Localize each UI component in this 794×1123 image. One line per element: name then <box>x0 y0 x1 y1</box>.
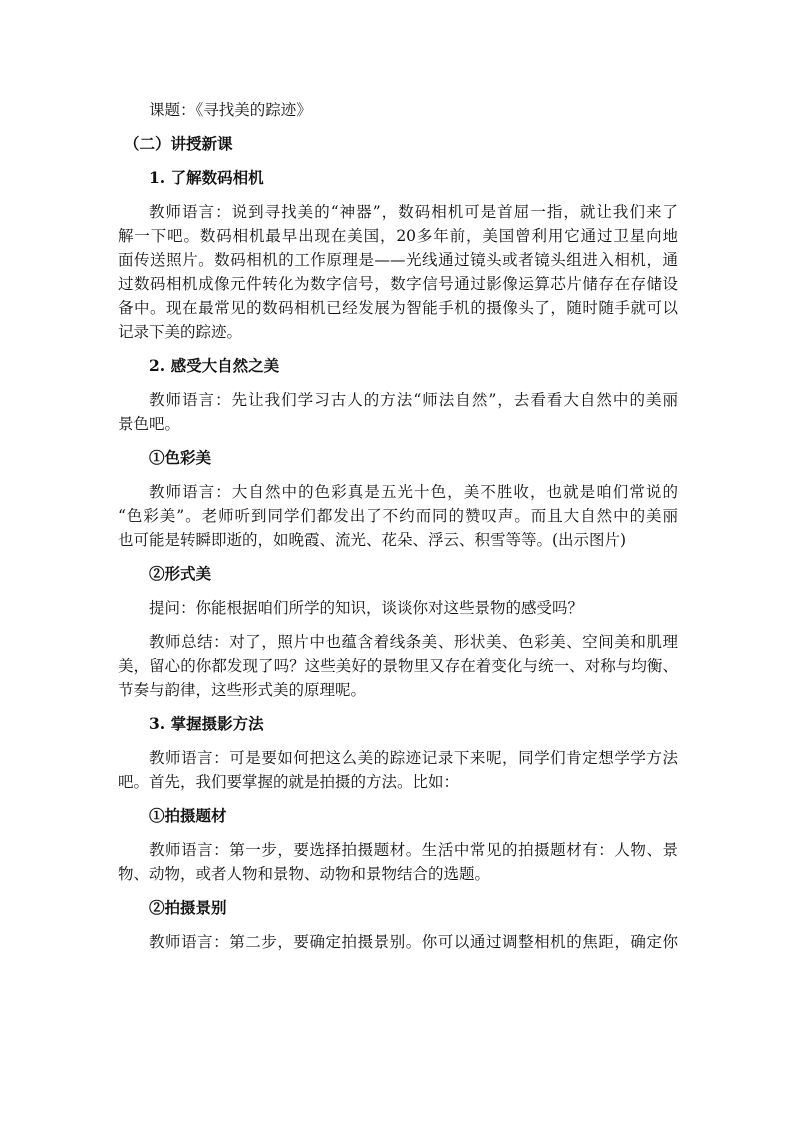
item-heading-color: ①色彩美 <box>149 448 212 467</box>
paragraph-subject <box>118 838 678 886</box>
item-heading-form: ②形式美 <box>149 564 212 583</box>
paragraph-shot-size <box>118 930 678 954</box>
paragraph-line: 也可能是转瞬即逝的，如晚霞、流光、花朵、浮云、积雪等等。(出示图片) <box>118 531 627 549</box>
paragraph-line: “色彩美”。老师听到同学们都发出了不约而同的赞叹声。而且大自然中的美丽 <box>118 507 678 525</box>
subsection-heading-3: 3. 掌握摄影方法 <box>149 714 264 733</box>
paragraph-line: 教师语言：可是要如何把这么美的踪迹记录下来呢，同学们肯定想学学方法 <box>149 749 678 767</box>
paragraph-line: 面传送照片。数码相机的工作原理是——光线通过镜头或者镜头组进入相机，通 <box>118 251 678 269</box>
paragraph-method <box>118 746 678 794</box>
paragraph-line: 物、动物，或者人物和景物、动物和景物结合的选题。 <box>118 865 491 883</box>
subsection-heading-2: 2. 感受大自然之美 <box>149 356 280 375</box>
paragraph-nature <box>118 388 678 436</box>
paragraph-question <box>118 596 678 620</box>
paragraph-line: 提问：你能根据咱们所学的知识，谈谈你对这些景物的感受吗？ <box>149 599 584 617</box>
paragraph-camera <box>118 200 678 344</box>
paragraph-line: 备中。现在最常见的数码相机已经发展为智能手机的摄像头了，随时随手就可以 <box>118 299 678 317</box>
paragraph-summary <box>118 630 678 702</box>
lesson-title: 课题：《寻找美的踪迹》 <box>149 101 312 119</box>
paragraph-line: 记录下美的踪迹。 <box>118 323 243 341</box>
subsection-heading-1: 1. 了解数码相机 <box>149 168 264 187</box>
paragraph-line: 解一下吧。数码相机最早出现在美国，20多年前，美国曾利用它通过卫星向地 <box>118 227 678 245</box>
paragraph-line: 过数码相机成像元件转化为数字信号，数字信号通过影像运算芯片储存在存储设 <box>118 275 678 293</box>
paragraph-line: 节奏与韵律，这些形式美的原理呢。 <box>118 681 367 699</box>
paragraph-line: 教师语言：第一步，要选择拍摄题材。生活中常见的拍摄题材有：人物、景 <box>149 841 678 859</box>
paragraph-color <box>118 480 678 552</box>
paragraph-line: 教师总结：对了，照片中也蕴含着线条美、形状美、色彩美、空间美和肌理 <box>149 633 678 651</box>
paragraph-line: 景色吧。 <box>118 415 181 433</box>
paragraph-line: 教师语言：第二步，要确定拍摄景别。你可以通过调整相机的焦距，确定你 <box>149 933 678 951</box>
item-heading-shot-size: ②拍摄景别 <box>149 898 227 917</box>
paragraph-line: 教师语言：大自然中的色彩真是五光十色，美不胜收，也就是咱们常说的 <box>149 483 678 501</box>
paragraph-line: 吧。首先，我们要掌握的就是拍摄的方法。比如： <box>118 773 460 791</box>
document-page <box>118 98 678 954</box>
paragraph-line: 教师语言：说到寻找美的“神器”，数码相机可是首屈一指，就让我们来了 <box>149 203 678 221</box>
paragraph-line: 教师语言：先让我们学习古人的方法“师法自然”，去看看大自然中的美丽 <box>149 391 678 409</box>
section-heading: （二）讲授新课 <box>124 134 233 153</box>
item-heading-subject: ①拍摄题材 <box>149 806 227 825</box>
paragraph-line: 美，留心的你都发现了吗？这些美好的景物里又存在着变化与统一、对称与均衡、 <box>118 657 678 675</box>
